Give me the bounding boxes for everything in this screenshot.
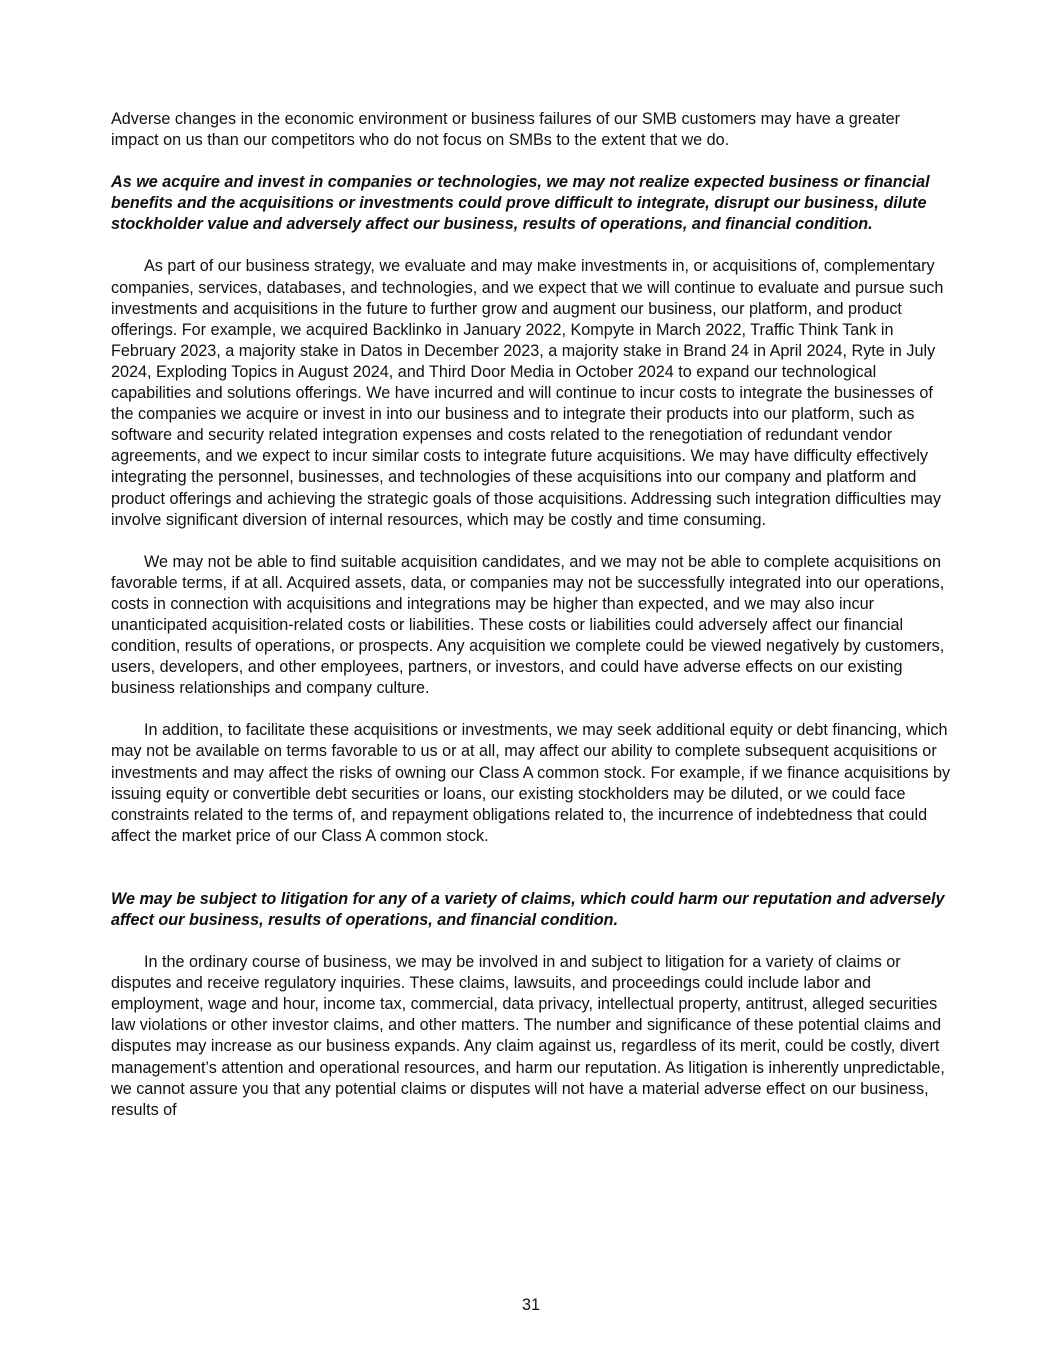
page-number: 31: [521, 1296, 540, 1314]
risk-heading-litigation: We may be subject to litigation for any of a variety of claims, which could harm our reputation and adversely affect our business, results of operations, and financial condition.: [111, 889, 945, 929]
risk-heading-acquisitions: As we acquire and invest in companies or technologies, we may not realize expected business or financial benefits and the acquisitions or investments could prove difficult to integrate, disrupt our business, dilute stockholder value and adversely affect our business, results of operations, and financial condition.: [111, 173, 930, 234]
paragraph-litigation: In the ordinary course of business, we may be involved in and subject to litigation for a variety of claims or disputes and receive regulatory inquiries. These claims, lawsuits, and proceedings could include labor and employment, wage and hour, income tax, commercial, data privacy, intellectual property, antitrust, alleged securities law violations or other investor claims, and other matters. The number and significance of these potential claims and disputes may increase as our business expands. Any claim against us, regardless of its merit, could be costly, divert management’s attention and operational resources, and harm our reputation. As litigation is inherently unpredictable, we cannot assure you that any potential claims or disputes will not have a material adverse effect on our business, results of: [111, 953, 945, 1119]
paragraph-acquisition-candidates: We may not be able to find suitable acquisition candidates, and we may not be able to complete acquisitions on favorable terms, if at all. Acquired assets, data, or companies may not be successfully integrated into our operations, costs in connection with acquisitions and integrations may be higher than expected, and we may also incur unanticipated acquisition-related costs or liabilities. These costs or liabilities could adversely affect our financial condition, results of operations, or prospects. Any acquisition we complete could be viewed negatively by customers, users, developers, and other employees, partners, or investors, and could have adverse effects on our existing business relationships and company culture.: [111, 552, 945, 698]
paragraph-smb-impact: Adverse changes in the economic environment or business failures of our SMB customers may have a greater impact on us than our competitors who do not focus on SMBs to the extent that we do.: [111, 110, 901, 150]
paragraph-acquisition-financing: In addition, to facilitate these acquisitions or investments, we may seek additional equity or debt financing, which may not be available on terms favorable to us or at all, may affect our ability to complete subsequent acquisitions or investments and may affect the risks of owning our Class A common stock. For example, if we finance acquisitions by issuing equity or convertible debt securities or loans, our existing stockholders may be diluted, or we could face constraints related to the terms of, and repayment obligations related to, the incurrence of indebtedness that could affect the market price of our Class A common stock.: [111, 721, 951, 845]
document-page: [111, 109, 951, 1121]
paragraph-business-strategy: As part of our business strategy, we evaluate and may make investments in, or acquisitions of, complementary companies, services, databases, and technologies, and we expect that we will continue to evaluate and pursue such investments and acquisitions in the future to further grow and augment our business, our platform, and product offerings. For example, we acquired Backlinko in January 2022, Kompyte in March 2022, Traffic Think Tank in February 2023, a majority stake in Datos in December 2023, a majority stake in Brand 24 in April 2024, Ryte in July 2024, Exploding Topics in August 2024, and Third Door Media in October 2024 to expand our technological capabilities and solutions offerings. We have incurred and will continue to incur costs to integrate the businesses of the companies we acquire or invest in into our business and to integrate their products into our platform, such as software and security related integration expenses and costs related to the renegotiation of redundant vendor agreements, and we expect to incur similar costs to integrate future acquisitions. We may have difficulty effectively integrating the personnel, businesses, and technologies of these acquisitions into our company and platform and product offerings and achieving the strategic goals of those acquisitions. Addressing such integration difficulties may involve significant diversion of internal resources, which may be costly and time consuming.: [111, 257, 944, 529]
